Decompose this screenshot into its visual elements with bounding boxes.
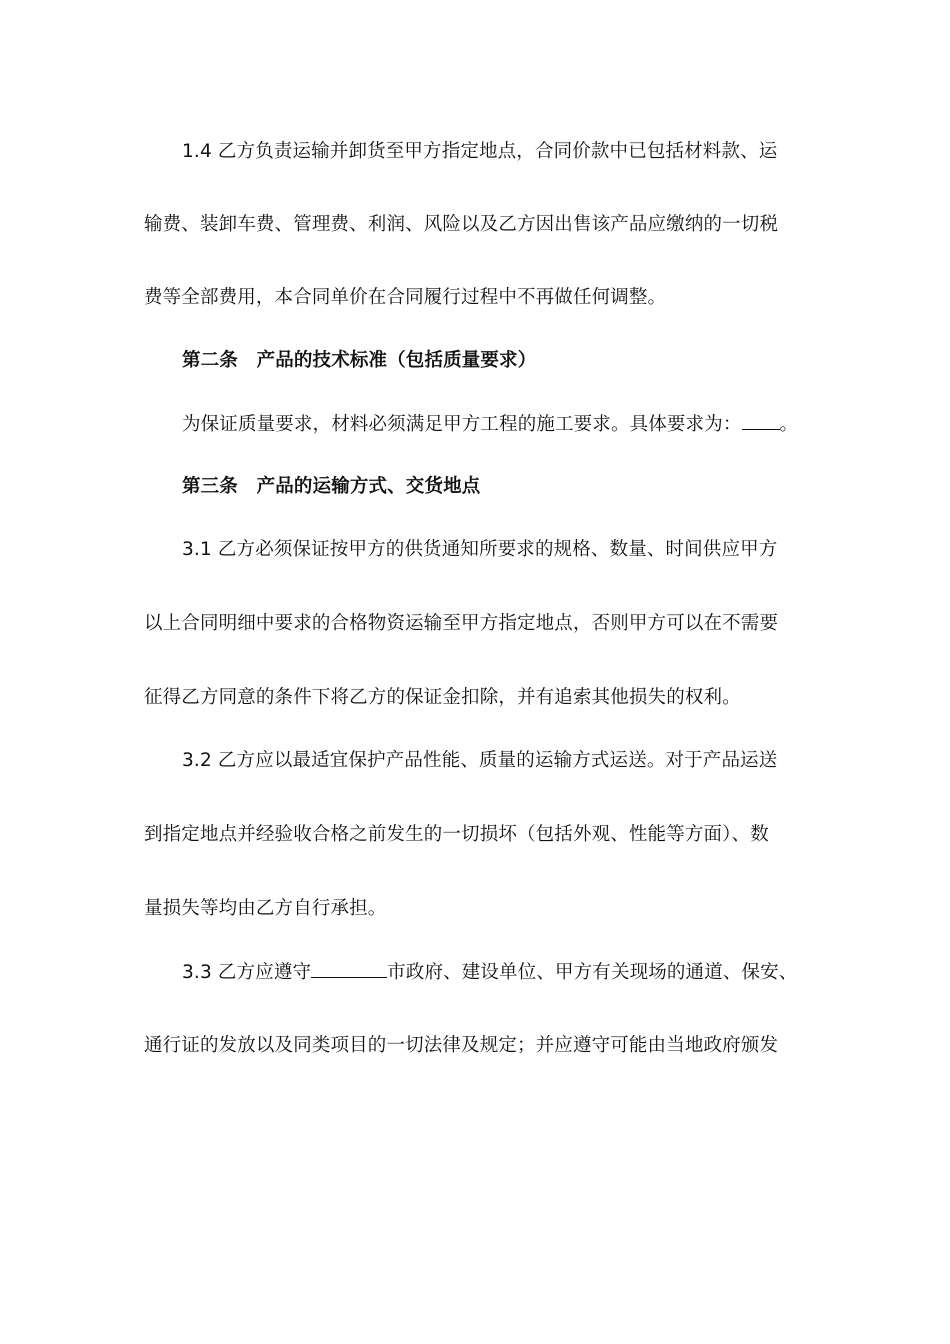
paragraph-3-3-line-2: 通行证的发放以及同类项目的一切法律及规定；并应遵守可能由当地政府颁发 — [144, 1035, 779, 1056]
paragraph-3-1-line-1: 3.1 乙方必须保证按甲方的供货通知所要求的规格、数量、时间供应甲方 — [182, 539, 778, 560]
paragraph-3-3-text-after: 市政府、建设单位、甲方有关现场的通道、保安、 — [387, 962, 798, 983]
fill-in-blank-city — [311, 959, 387, 978]
paragraph-1-4-line-1: 1.4 乙方负责运输并卸货至甲方指定地点，合同价款中已包括材料款、运 — [182, 141, 778, 162]
article-2-heading: 第二条 产品的技术标准（包括质量要求） — [182, 350, 537, 371]
article-2-body-text: 为保证质量要求，材料必须满足甲方工程的施工要求。具体要求为： — [182, 414, 742, 435]
paragraph-3-3-line-1 — [182, 959, 797, 986]
paragraph-3-2-line-2: 到指定地点并经验收合格之前发生的一切损坏（包括外观、性能等方面）、数 — [144, 824, 769, 845]
article-2-body — [182, 411, 798, 438]
paragraph-3-1-line-3: 征得乙方同意的条件下将乙方的保证金扣除，并有追索其他损失的权利。 — [144, 687, 741, 708]
paragraph-3-2-line-3: 量损失等均由乙方自行承担。 — [144, 898, 387, 919]
article-3-heading: 第三条 产品的运输方式、交货地点 — [182, 476, 481, 497]
paragraph-1-4-line-2: 输费、装卸车费、管理费、利润、风险以及乙方因出售该产品应缴纳的一切税 — [144, 214, 779, 235]
paragraph-3-3-text-before: 3.3 乙方应遵守 — [182, 962, 312, 983]
paragraph-1-4-line-3: 费等全部费用，本合同单价在合同履行过程中不再做任何调整。 — [144, 287, 667, 308]
fill-in-blank — [742, 411, 780, 430]
article-2-body-end: 。 — [779, 414, 799, 435]
paragraph-3-2-line-1: 3.2 乙方应以最适宜保护产品性能、质量的运输方式运送。对于产品运送 — [182, 750, 778, 771]
paragraph-3-1-line-2: 以上合同明细中要求的合格物资运输至甲方指定地点，否则甲方可以在不需要 — [144, 613, 779, 634]
